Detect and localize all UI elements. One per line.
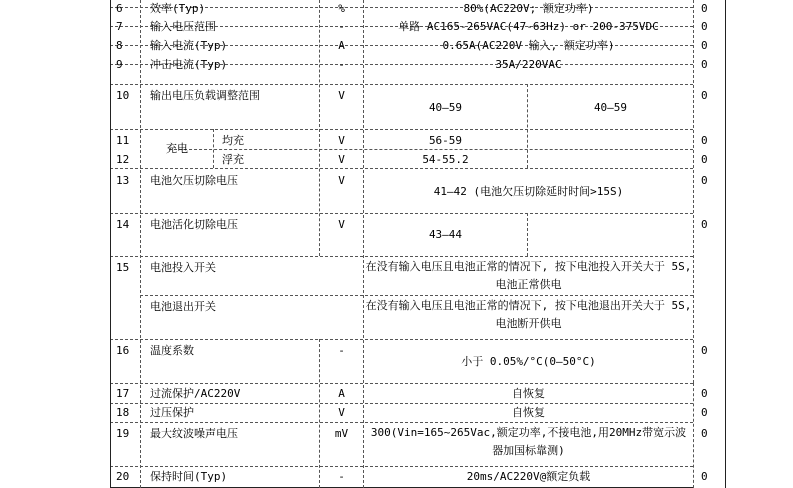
value: 自恢复 [512, 387, 545, 400]
param-name: 保持时间(Typ) [150, 470, 228, 483]
value-a: 43—44 [428, 228, 463, 241]
row-number: 16 [116, 344, 130, 357]
spec-table [110, 0, 726, 488]
note: 0 [701, 470, 708, 483]
value: 0.65A(AC220V 输入, 额定功率) [442, 39, 615, 52]
unit: V [338, 218, 345, 231]
param-name: 浮充 [222, 153, 244, 166]
unit: V [338, 174, 345, 187]
unit: % [338, 2, 345, 15]
unit: - [338, 344, 345, 357]
row-divider [110, 466, 693, 467]
unit: - [338, 20, 345, 33]
unit: A [338, 39, 345, 52]
param-name: 冲击电流(Typ) [150, 58, 228, 71]
note: 0 [701, 39, 708, 52]
table-left-border [110, 0, 111, 488]
param-name: 输入电流(Typ) [150, 39, 228, 52]
row-divider [110, 168, 693, 169]
row-divider [110, 403, 693, 404]
row-number: 11 [116, 134, 130, 147]
unit: - [338, 470, 345, 483]
unit: V [338, 406, 345, 419]
value: 小于 0.05%/°C(0—50°C) [461, 355, 596, 368]
row-divider [110, 422, 693, 423]
row-divider [110, 339, 693, 340]
param-name: 电池退出开关 [150, 300, 216, 313]
param-name: 输出电压负载调整范围 [150, 89, 260, 102]
row-number: 14 [116, 218, 130, 231]
row-number: 7 [116, 20, 123, 33]
note: 0 [701, 218, 708, 231]
row-number: 10 [116, 89, 130, 102]
row-number: 12 [116, 153, 130, 166]
row-number: 9 [116, 58, 123, 71]
note: 0 [701, 2, 708, 15]
unit: mV [334, 427, 349, 440]
row-number: 19 [116, 427, 130, 440]
value: 41—42 (电池欠压切除延时时间>15S) [433, 185, 624, 198]
note: 0 [701, 344, 708, 357]
param-name: 最大纹波噪声电压 [150, 427, 238, 440]
note: 0 [701, 89, 708, 102]
row-number: 17 [116, 387, 130, 400]
col-divider [527, 213, 528, 256]
col-divider [213, 129, 214, 168]
row-number: 13 [116, 174, 130, 187]
value: 300(Vin=165~265Vac,额定功率,不接电池,用20MHz带宽示波器加国标靠测) [370, 426, 687, 457]
row-number: 8 [116, 39, 123, 52]
value-a: 40—59 [428, 101, 463, 114]
param-name: 过压保护 [150, 406, 194, 419]
unit: V [338, 89, 345, 102]
value: 80%(AC220V; 额定功率) [463, 2, 594, 15]
value: 在没有输入电压且电池正常的情况下, 按下电池退出开关大于 5S, 电池断开供电 [365, 299, 692, 330]
value: 35A/220VAC [495, 58, 562, 71]
group-label: 充电 [166, 142, 188, 155]
param-name: 均充 [222, 134, 244, 147]
col-divider [693, 0, 694, 383]
note: 0 [701, 174, 708, 187]
table-right-border [725, 0, 726, 488]
row-number: 6 [116, 2, 123, 15]
note: 0 [701, 153, 708, 166]
value: 在没有输入电压且电池正常的情况下, 按下电池投入开关大于 5S, 电池正常供电 [365, 260, 692, 291]
value-a: 54-55.2 [422, 153, 469, 166]
unit: V [338, 153, 345, 166]
unit: A [338, 387, 345, 400]
row-divider [140, 295, 693, 296]
param-name: 温度系数 [150, 344, 194, 357]
row-divider [110, 213, 693, 214]
param-name: 电池活化切除电压 [150, 218, 238, 231]
row-divider [110, 383, 693, 384]
row-number: 18 [116, 406, 130, 419]
value-b: 40—59 [593, 101, 628, 114]
note: 0 [701, 406, 708, 419]
value: 20ms/AC220V@额定负载 [466, 470, 591, 483]
note: 0 [701, 134, 708, 147]
value-a: 56-59 [428, 134, 463, 147]
row-divider [110, 256, 693, 257]
value: 自恢复 [512, 406, 545, 419]
param-name: 过流保护/AC220V [150, 387, 241, 400]
param-name: 电池欠压切除电压 [150, 174, 238, 187]
unit: - [338, 58, 345, 71]
row-number: 20 [116, 470, 130, 483]
col-divider [693, 383, 694, 488]
row-divider [169, 149, 693, 150]
note: 0 [701, 58, 708, 71]
row-divider [110, 129, 693, 130]
note: 0 [701, 387, 708, 400]
col-divider [140, 0, 141, 488]
param-name: 电池投入开关 [150, 261, 216, 274]
note: 0 [701, 20, 708, 33]
row-number: 15 [116, 261, 130, 274]
note: 0 [701, 427, 708, 440]
unit: V [338, 134, 345, 147]
param-name: 效率(Typ) [150, 2, 206, 15]
value: 单路 AC165-265VAC(47-63Hz) or 200-375VDC [398, 20, 659, 33]
row-divider [110, 84, 693, 85]
col-divider [527, 84, 528, 168]
param-name: 输入电压范围 [150, 20, 216, 33]
